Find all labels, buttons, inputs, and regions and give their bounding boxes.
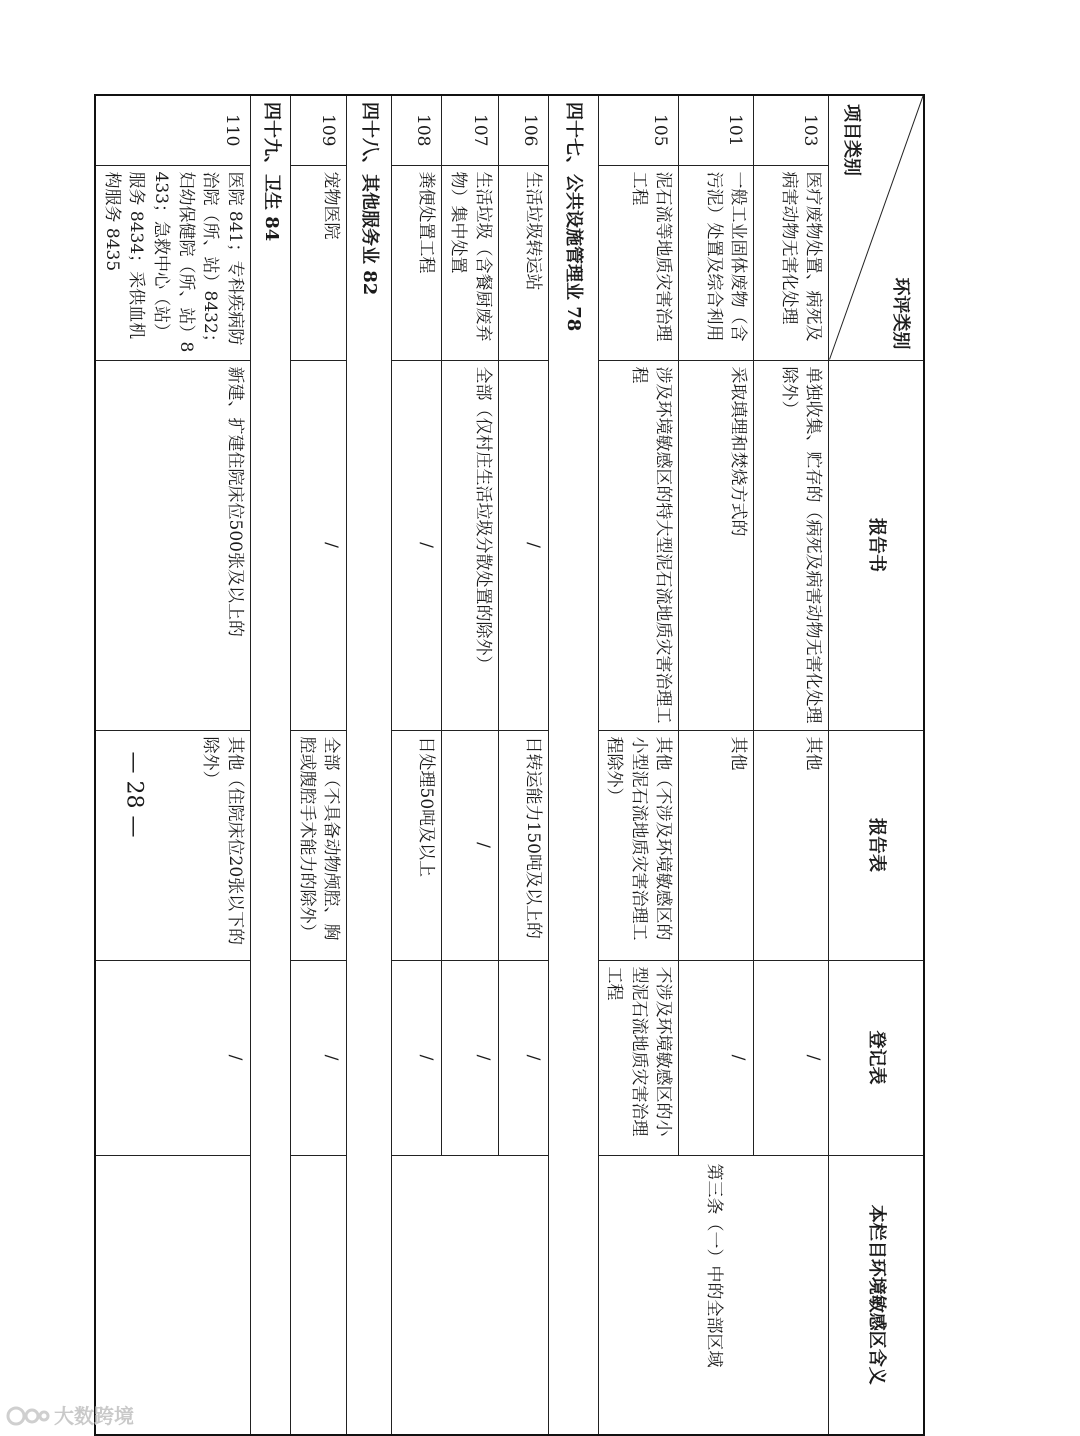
header-project-category: 项目类别	[840, 104, 862, 176]
row-project-name: 医疗废物处置、病死及病害动物无害化处理	[754, 165, 829, 360]
row-sensitive-area	[392, 1155, 548, 1435]
row-sensitive-area	[291, 1155, 347, 1435]
section-row-47	[548, 95, 598, 1435]
row-number: 106	[498, 95, 548, 165]
row-project-name: 生活垃圾（含餐厨废弃物）集中处置	[442, 165, 498, 360]
row-form: 其他	[679, 730, 754, 960]
row-form: 日处理50吨及以上	[392, 730, 442, 960]
header-report: 报告书	[829, 360, 924, 730]
row-project-name: 粪便处置工程	[392, 165, 442, 360]
row-project-name: 宠物医院	[291, 165, 347, 360]
row-report: /	[291, 360, 347, 730]
row-number: 110	[95, 95, 250, 165]
header-form: 报告表	[829, 730, 924, 960]
row-project-name: 生活垃圾转运站	[498, 165, 548, 360]
row-report: 涉及环境敏感区的特大型泥石流地质灾害治理工程	[598, 360, 679, 730]
table-row-106	[498, 95, 548, 1435]
header-corner-cell	[829, 95, 924, 360]
watermark	[6, 1400, 134, 1429]
watermark-text: 大数跨境	[54, 1404, 134, 1428]
section-row-49	[251, 95, 291, 1435]
section-title: 四十八、其他服务业 82	[347, 95, 392, 1435]
row-register: /	[498, 960, 548, 1155]
row-register: /	[679, 960, 754, 1155]
header-register: 登记表	[829, 960, 924, 1155]
table-row-109	[291, 95, 347, 1435]
row-number: 103	[754, 95, 829, 165]
page-number	[104, 744, 164, 844]
row-number: 107	[442, 95, 498, 165]
row-form: /	[442, 730, 498, 960]
row-sensitive-area	[95, 1155, 250, 1435]
eia-category-table	[94, 94, 925, 1436]
row-sensitive-area: 第三条（一）中的全部区域	[598, 1155, 829, 1435]
row-number: 109	[291, 95, 347, 165]
row-number: 101	[679, 95, 754, 165]
row-project-name: 医院 841；专科疾病防治院（所、站）8432；妇幼保健院（所、站）8433；急救中心（站）服务 8434；采供血机构服务 8435	[95, 165, 250, 360]
row-report: 新建、扩建住院床位500张及以上的	[95, 360, 250, 730]
row-form: 其他（住院床位20张以下的除外）	[95, 730, 250, 960]
row-number: 108	[392, 95, 442, 165]
row-register: /	[442, 960, 498, 1155]
header-eia-category: 环评类别	[890, 277, 911, 350]
header-row	[829, 95, 924, 1435]
row-form: 其他	[754, 730, 829, 960]
row-report: /	[392, 360, 442, 730]
section-title: 四十九、卫生 84	[251, 95, 291, 1435]
table-row-103	[754, 95, 829, 1435]
row-register: 不涉及环境敏感区的小型泥石流地质灾害治理工程	[598, 960, 679, 1155]
row-report: 全部（仅村庄生活垃圾分散处置的除外）	[442, 360, 498, 730]
row-form: 全部（不具备动物颅腔、胸腔或腹腔手术能力的除外）	[291, 730, 347, 960]
header-sensitive: 本栏目环境敏感区含义	[829, 1155, 924, 1435]
row-report: 采取填埋和焚烧方式的	[679, 360, 754, 730]
row-register: /	[754, 960, 829, 1155]
row-project-name: 一般工业固体废物（含污泥）处置及综合利用	[679, 165, 754, 360]
row-number: 105	[598, 95, 679, 165]
section-row-48	[347, 95, 392, 1435]
row-form: 其他（不涉及环境敏感区的小型泥石流地质灾害治理工程除外）	[598, 730, 679, 960]
row-project-name: 泥石流等地质灾害治理工程	[598, 165, 679, 360]
row-register: /	[95, 960, 250, 1155]
row-register: /	[392, 960, 442, 1155]
row-report: /	[498, 360, 548, 730]
section-title: 四十七、公共设施管理业 78	[548, 95, 598, 1435]
row-report: 单独收集、贮存的（病死及病害动物无害化处理除外）	[754, 360, 829, 730]
page-number-text: — 28 —	[121, 751, 147, 837]
watermark-logo-icon	[6, 1403, 50, 1427]
row-form: 日转运能力150吨及以上的	[498, 730, 548, 960]
row-register: /	[291, 960, 347, 1155]
